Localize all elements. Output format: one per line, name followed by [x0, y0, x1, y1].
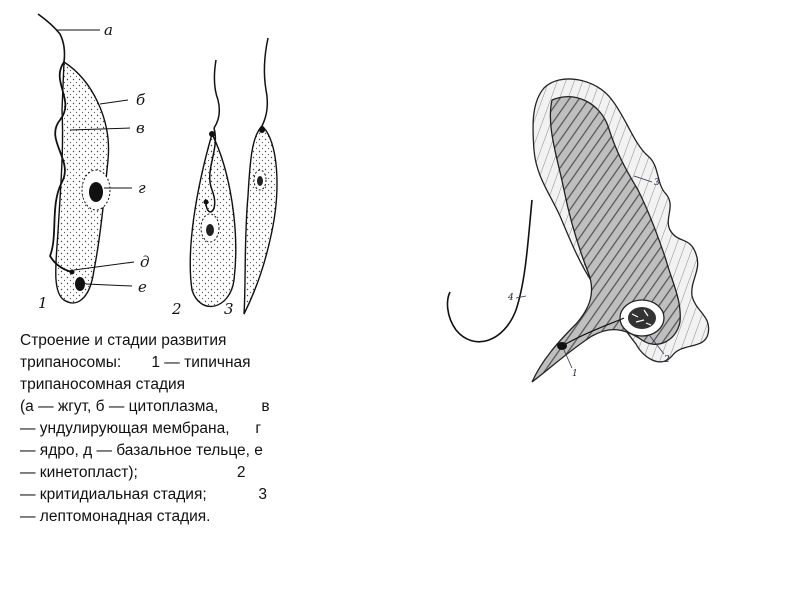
caption-line: трипаносомы: 1 — типичная: [20, 354, 251, 371]
detail-number-3: 3: [654, 178, 660, 188]
nucleus: [620, 300, 664, 336]
stage-number-3: 3: [224, 300, 234, 318]
caption-line: — критидиальная стадия; 3: [20, 486, 267, 503]
free-flagellum: [448, 200, 532, 342]
label-a: а: [104, 21, 113, 39]
caption-line: — ундулирующая мембрана, г: [20, 420, 262, 437]
label-g: г: [138, 179, 146, 197]
stage-1-trypanosome: [38, 14, 110, 303]
label-b: б: [136, 91, 146, 109]
caption-line: — ядро, д — базальное тельце, е: [20, 442, 263, 459]
caption-line: (а — жгут, б — цитоплазма, в: [20, 398, 270, 415]
caption-line: — лептомонадная стадия.: [20, 508, 211, 525]
stage-number-2: 2: [172, 300, 182, 318]
caption-line: — кинетопласт); 2: [20, 464, 246, 481]
caption-line: Строение и стадии развития: [20, 332, 227, 349]
detail-number-2: 2: [664, 355, 670, 365]
label-v: в: [136, 119, 145, 137]
stage-3-leptomonad: [244, 38, 277, 314]
label-d: д: [140, 253, 150, 271]
stage-2-crithidial: [190, 60, 236, 306]
detail-number-1: 1: [572, 369, 578, 379]
label-e: е: [138, 278, 147, 296]
trypanosome-stages-drawing: [0, 0, 400, 330]
trypanosome-detail-drawing: [420, 60, 740, 400]
stage-number-1: 1: [38, 294, 48, 312]
cell-body: [532, 97, 680, 382]
figure-caption: [20, 330, 350, 528]
detail-number-4: 4: [508, 293, 514, 303]
caption-line: трипаносомная стадия: [20, 376, 186, 393]
